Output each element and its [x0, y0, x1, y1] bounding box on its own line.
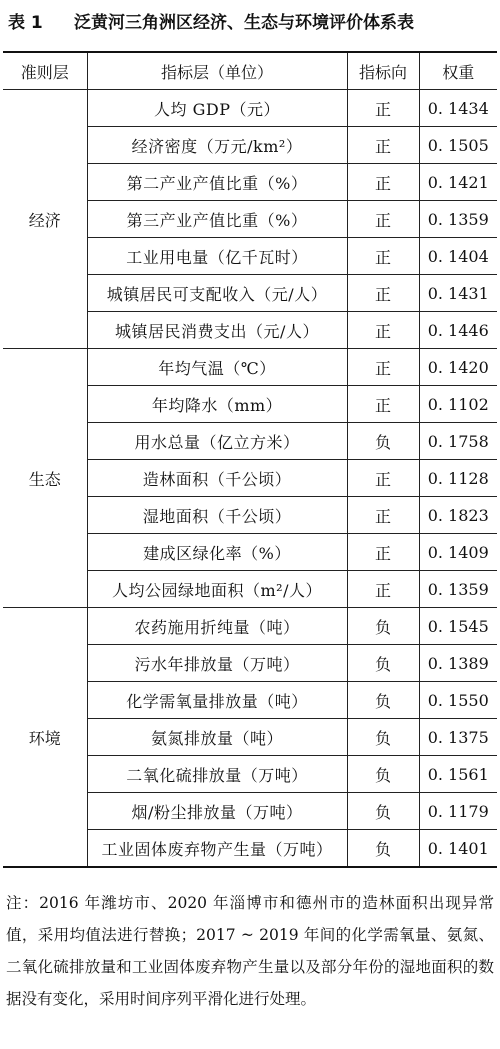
indicator-cell: 工业用电量（亿千瓦时）	[87, 238, 347, 275]
indicator-cell: 人均公园绿地面积（m²/人）	[87, 571, 347, 608]
indicator-cell: 湿地面积（千公顷）	[87, 497, 347, 534]
direction-cell: 正	[347, 386, 419, 423]
weight-cell: 0. 1420	[419, 349, 497, 386]
weight-cell: 0. 1359	[419, 201, 497, 238]
direction-cell: 正	[347, 275, 419, 312]
weight-cell: 0. 1404	[419, 238, 497, 275]
weight-cell: 0. 1446	[419, 312, 497, 349]
weight-cell: 0. 1409	[419, 534, 497, 571]
header-row	[3, 52, 497, 90]
direction-cell: 负	[347, 830, 419, 868]
weight-cell: 0. 1128	[419, 460, 497, 497]
direction-cell: 正	[347, 497, 419, 534]
weight-cell: 0. 1359	[419, 571, 497, 608]
indicator-cell: 城镇居民消费支出（元/人）	[87, 312, 347, 349]
direction-cell: 正	[347, 127, 419, 164]
indicator-cell: 农药施用折纯量（吨）	[87, 608, 347, 645]
indicator-cell: 造林面积（千公顷）	[87, 460, 347, 497]
table-number: 表 1	[8, 13, 43, 33]
criterion-cell: 生态	[3, 349, 87, 608]
weight-cell: 0. 1434	[419, 90, 497, 127]
direction-cell: 负	[347, 682, 419, 719]
table-body	[3, 90, 497, 868]
direction-cell: 负	[347, 645, 419, 682]
indicator-cell: 经济密度（万元/km²）	[87, 127, 347, 164]
header-direction: 指标向	[347, 52, 419, 90]
weight-cell: 0. 1505	[419, 127, 497, 164]
indicator-cell: 化学需氧量排放量（吨）	[87, 682, 347, 719]
table-row	[3, 608, 497, 645]
table-row	[3, 349, 497, 386]
weight-cell: 0. 1179	[419, 793, 497, 830]
indicator-cell: 建成区绿化率（%）	[87, 534, 347, 571]
indicator-cell: 烟/粉尘排放量（万吨）	[87, 793, 347, 830]
table-title	[8, 10, 492, 36]
direction-cell: 负	[347, 423, 419, 460]
weight-cell: 0. 1389	[419, 645, 497, 682]
direction-cell: 正	[347, 349, 419, 386]
table-row	[3, 90, 497, 127]
direction-cell: 负	[347, 793, 419, 830]
weight-cell: 0. 1102	[419, 386, 497, 423]
indicator-cell: 用水总量（亿立方米）	[87, 423, 347, 460]
weight-cell: 0. 1561	[419, 756, 497, 793]
header-weight: 权重	[419, 52, 497, 90]
weight-cell: 0. 1401	[419, 830, 497, 868]
weight-cell: 0. 1375	[419, 719, 497, 756]
indicator-cell: 工业固体废弃物产生量（万吨）	[87, 830, 347, 868]
weight-cell: 0. 1550	[419, 682, 497, 719]
weight-cell: 0. 1431	[419, 275, 497, 312]
direction-cell: 正	[347, 312, 419, 349]
indicator-cell: 年均气温（℃）	[87, 349, 347, 386]
table-title-text: 泛黄河三角洲区经济、生态与环境评价体系表	[74, 13, 414, 33]
direction-cell: 正	[347, 201, 419, 238]
weight-cell: 0. 1758	[419, 423, 497, 460]
header-indicator: 指标层（单位）	[87, 52, 347, 90]
weight-cell: 0. 1421	[419, 164, 497, 201]
weight-cell: 0. 1545	[419, 608, 497, 645]
direction-cell: 负	[347, 756, 419, 793]
weight-cell: 0. 1823	[419, 497, 497, 534]
indicator-cell: 污水年排放量（万吨）	[87, 645, 347, 682]
indicator-cell: 年均降水（mm）	[87, 386, 347, 423]
indicator-cell: 人均 GDP（元）	[87, 90, 347, 127]
table-note: 注：2016 年潍坊市、2020 年淄博市和德州市的造林面积出现异常值，采用均值法进行替换；2017 ~ 2019 年间的化学需氧量、氨氮、二氧化硫排放量和工业固体废弃物产生量以及部分年份的湿地面积的数据没有变化，采用时间序列平滑化进行处理。	[6, 894, 494, 1008]
direction-cell: 正	[347, 534, 419, 571]
indicator-cell: 第三产业产值比重（%）	[87, 201, 347, 238]
criterion-cell: 环境	[3, 608, 87, 868]
indicator-cell: 氨氮排放量（吨）	[87, 719, 347, 756]
direction-cell: 负	[347, 608, 419, 645]
indicator-cell: 城镇居民可支配收入（元/人）	[87, 275, 347, 312]
indicator-cell: 二氧化硫排放量（万吨）	[87, 756, 347, 793]
direction-cell: 正	[347, 164, 419, 201]
direction-cell: 正	[347, 238, 419, 275]
indicator-cell: 第二产业产值比重（%）	[87, 164, 347, 201]
direction-cell: 正	[347, 90, 419, 127]
direction-cell: 正	[347, 460, 419, 497]
direction-cell: 负	[347, 719, 419, 756]
criterion-cell: 经济	[3, 90, 87, 349]
header-criterion: 准则层	[3, 52, 87, 90]
evaluation-table	[3, 51, 497, 868]
direction-cell: 正	[347, 571, 419, 608]
